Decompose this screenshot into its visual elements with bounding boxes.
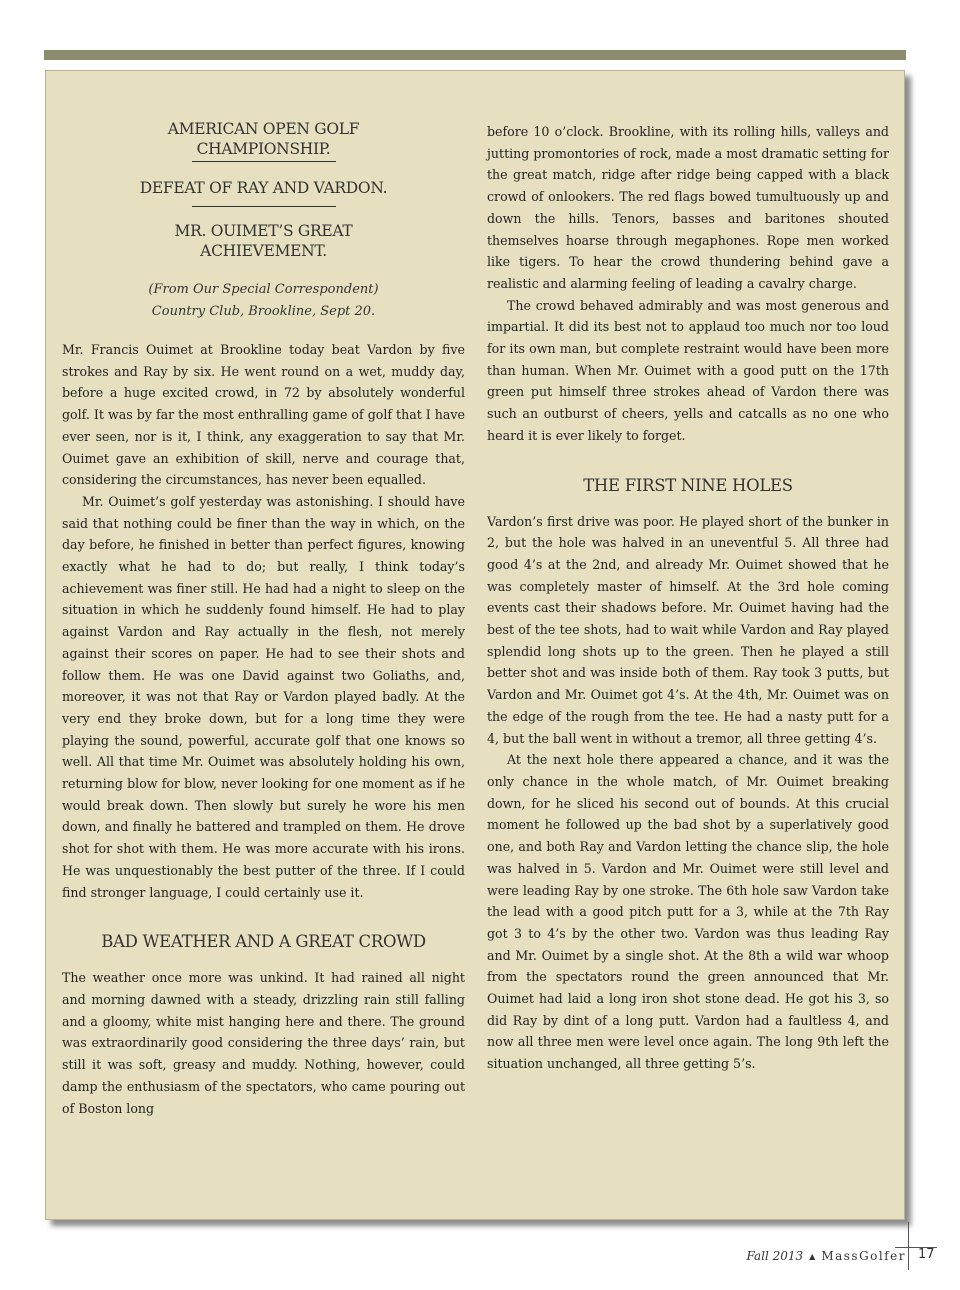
byline-correspondent: (From Our Special Correspondent) bbox=[148, 282, 379, 297]
article-paragraph: Mr. Ouimet’s golf yesterday was astonishing. I should have said that nothing could be finer than the way in which, on the day before, he finished in better than perfect figures, knowing exactly what he had to do; but really, I think today’s achievement was finer still. He had had a night to sleep on the situation in which he suddenly found himself. He had to play against Vardon and Ray actually in the flesh, not merely against their scores on paper. He had to see their shots and follow them. He was one David against two Goliaths, and, moreover, it was not that Ray or Vardon played badly. At the very end they broke down, but for a long time they were playing the sound, powerful, accurate golf that one knows so well. All that time Mr. Ouimet was absolutely holding his own, returning blow for blow, never looking for one moment as if he would break down. Then slowly but surely he wore his men down, and finally he battered and trampled on them. He drove shot for shot with them. He was more accurate with his irons. He was unquestionably the best putter of the three. If I could find stronger language, I could certainly use it. bbox=[62, 493, 465, 900]
triangle-icon: ▲ bbox=[809, 1251, 816, 1261]
page-number: 17 bbox=[918, 1247, 935, 1262]
article-paragraph: At the next hole there appeared a chance, and it was the only chance in the whole match, of Mr. Ouimet breaking down, for he sliced his second out of bounds. At this crucial moment he followed up the bad shot by a superlatively good one, and both Ray and Vardon letting the chance slip, the hole was halved in 5. Vardon and Mr. Ouimet were still level and were leading Ray by one stroke. The 6th hole saw Vardon take the lead with a good pitch putt for a 3, while at the 7th Ray got 3 to 4’s by the other two. Vardon was thus leading Ray and Mr. Ouimet by a single shot. At the 8th a wild war whoop from the spectators round the green announced that Mr. Ouimet had laid a long iron shot stone dead. He got his 3, so did Ray by dint of a long putt. Vardon had a faultless 4, and now all three men were level once again. The long 9th left the situation unchanged, all three getting 5’s. bbox=[487, 752, 889, 1072]
issue-label: Fall 2013 bbox=[746, 1249, 804, 1263]
right-column bbox=[487, 121, 889, 1075]
article-paragraph: The weather once more was unkind. It had rained all night and morning dawned with a steady, drizzling rain still falling and a gloomy, white mist hanging here and there. The ground was extraordinarily good considering the three days’ rain, but still it was soft, greasy and muddy. Nothing, however, could damp the enthusiasm of the spectators, who came pouring out of Boston long bbox=[62, 970, 465, 1116]
headline-rule bbox=[192, 161, 336, 162]
page-footer bbox=[746, 1243, 906, 1269]
left-column bbox=[62, 119, 465, 1119]
crop-mark-vertical bbox=[908, 1222, 909, 1270]
article-paragraph: Vardon’s first drive was poor. He played short of the bunker in 2, but the hole was halved in an uneventful 5. All three had good 4’s at the 2nd, and already Mr. Ouimet showed that he was completely master of himself. At the 3rd hole coming events cast their shadows before. Mr. Ouimet having had the best of the tee shots, had to wait while Vardon and Ray played splendid long shots up to the green. Then he played a still better shot and was inside both of them. Ray took 3 putts, but Vardon and Mr. Ouimet got 4’s. At the 4th, Mr. Ouimet was on the edge of the rough from the tee. He had a nasty putt for a 4, but the ball went in without a tremor, all three getting 4’s. bbox=[487, 513, 889, 746]
byline-dateline: Country Club, Brookline, Sept 20. bbox=[151, 304, 376, 319]
headline-rule bbox=[192, 206, 336, 207]
article-paragraph: before 10 o’clock. Brookline, with its rolling hills, valleys and jutting promontories of rock, made a most dramatic setting for the great match, ridge after ridge being capped with a black crowd of onlookers. The red flags bowed tumultuously up and down the hills. Tenors, basses and baritones shouted themselves hoarse through megaphones. Rope men worked like tigers. To hear the crowd thundering behind gave a realistic and alarming feeling of leading a cavalry charge. bbox=[487, 124, 890, 291]
section-heading-first-nine: THE FIRST NINE HOLES bbox=[583, 475, 793, 495]
headline-championship: AMERICAN OPEN GOLF CHAMPIONSHIP. bbox=[167, 120, 360, 158]
top-decorative-bar bbox=[44, 50, 906, 60]
headline-achievement: MR. OUIMET’S GREAT ACHIEVEMENT. bbox=[174, 222, 353, 260]
article-panel bbox=[45, 70, 905, 1220]
article-paragraph: Mr. Francis Ouimet at Brookline today beat Vardon by five strokes and Ray by six. He went round on a wet, muddy day, before a huge excited crowd, in 72 by absolutely wonderful golf. It was by far the most enthralling game of golf that I have ever seen, nor is it, I think, any exaggeration to say that Mr. Ouimet gave an exhibition of skill, nerve and courage that, considering the circumstances, has never been equalled. bbox=[62, 342, 465, 488]
headline-defeat: DEFEAT OF RAY AND VARDON. bbox=[139, 179, 388, 197]
magazine-name: MassGolfer bbox=[821, 1249, 906, 1263]
article-paragraph: The crowd behaved admirably and was most generous and impartial. It did its best not to applaud too much nor too loud for its own man, but complete restraint would have been more than human. When Mr. Ouimet with a good putt on the 17th green put himself three strokes ahead of Vardon there was such an outburst of cheers, yells and catcalls as no one who heard it is ever likely to forget. bbox=[487, 297, 889, 443]
section-heading-weather: BAD WEATHER AND A GREAT CROWD bbox=[101, 932, 426, 952]
